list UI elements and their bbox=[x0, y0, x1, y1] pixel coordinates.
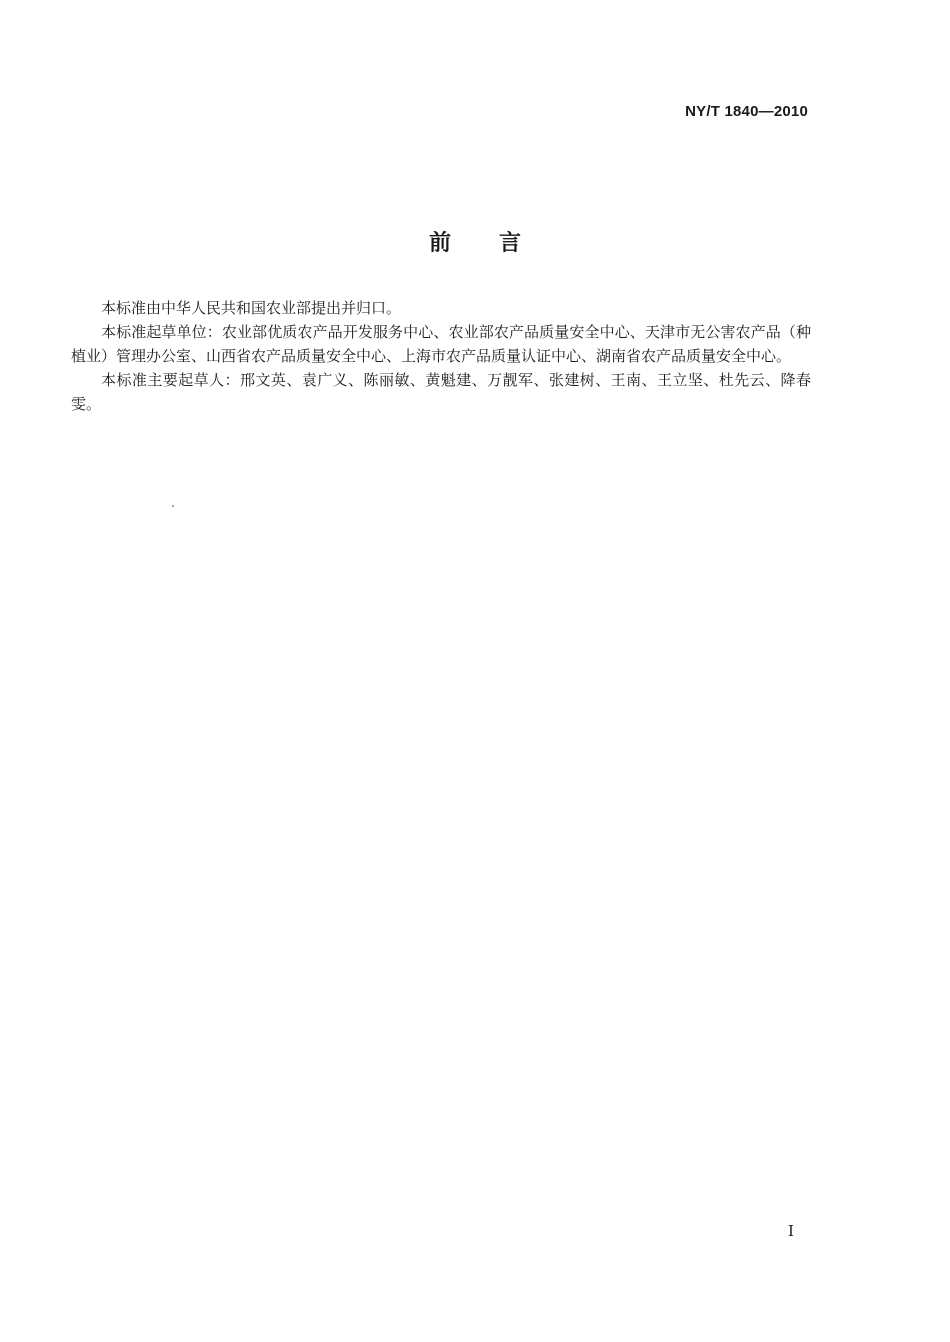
page-title: 前言 bbox=[428, 231, 569, 256]
standard-code: NY/T 1840—2010 bbox=[685, 103, 808, 120]
paragraph-drafters: 本标准主要起草人：邢文英、袁广义、陈丽敏、黄魁建、万靓军、张建树、王南、王立坚、杜先云、降春雯。 bbox=[71, 371, 811, 413]
page-number: I bbox=[788, 1222, 794, 1240]
preface-body bbox=[71, 296, 811, 416]
paragraph-drafting-units: 本标准起草单位：农业部优质农产品开发服务中心、农业部农产品质量安全中心、天津市无公害农产品（种植业）管理办公室、山西省农产品质量安全中心、上海市农产品质量认证中心、湖南省农产品质量安全中心。 bbox=[71, 323, 811, 365]
paragraph-proposer: 本标准由中华人民共和国农业部提出并归口。 bbox=[101, 299, 402, 317]
scan-speck bbox=[172, 505, 174, 507]
